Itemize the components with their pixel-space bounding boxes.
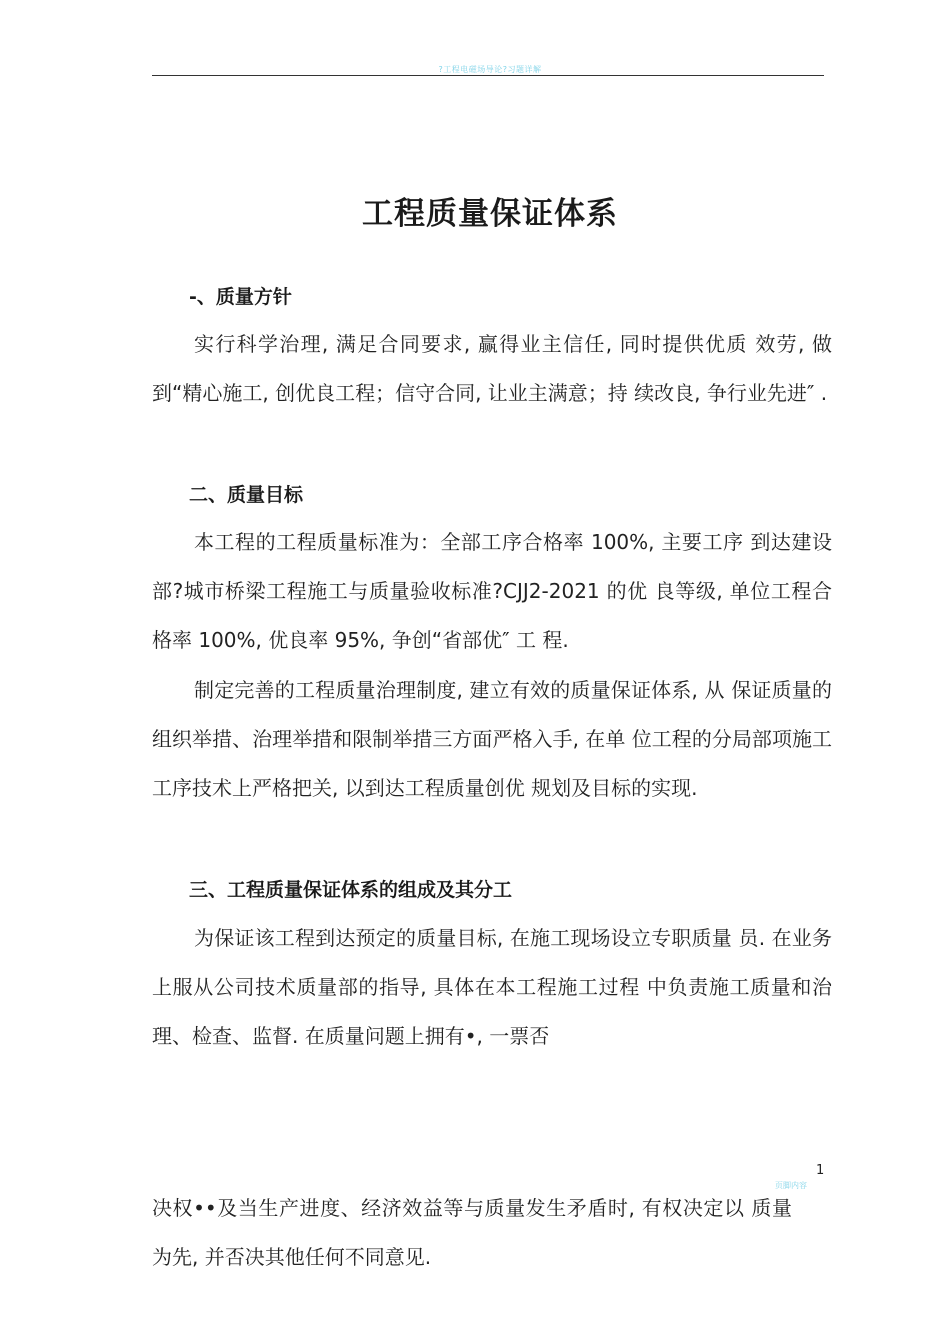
header-divider (152, 75, 824, 76)
document-title: 工程质量保证体系 (362, 196, 618, 232)
paragraph-quality-system: 为保证该工程到达预定的质量目标, 在施工现场设立专职质量 员. 在业务上服从公司技术质量部的指导, 具体在本工程施工过程 中负责施工质量和治理、检查、监督. 在质量问题上拥有•, 一票否 (152, 926, 832, 1048)
page-header-text: ?工程电磁场导论?习题详解 (438, 65, 542, 74)
footer-note: 页脚内容 (775, 1181, 807, 1190)
paragraph-quality-management: 制定完善的工程质量治理制度, 建立有效的质量保证体系, 从 保证质量的组织举措、治理举措和限制举措三方面严格入手, 在单 位工程的分局部项施工工序技术上严格把关, 以到达工程质量创优 规划及目标的实现. (152, 678, 832, 800)
page-number: 1 (816, 1163, 825, 1178)
paragraph-continuation: 决权••及当生产进度、经济效益等与质量发生矛盾时, 有权决定以 质量为先, 并否决其他任何不同意见. (152, 1196, 792, 1269)
section-heading-quality-policy: -、质量方针 (189, 286, 292, 308)
paragraph-quality-policy: 实行科学治理, 满足合同要求, 赢得业主信任, 同时提供优质 效劳, 做到“精心施工, 创优良工程；信守合同, 让业主满意；持 续改良, 争行业先进″ . (152, 332, 832, 405)
paragraph-quality-standard: 本工程的工程质量标准为：全部工序合格率 100%, 主要工序 到达建设部?城市桥梁工程施工与质量验收标准?CJJ2-2021 的优 良等级, 单位工程合格率 100%, 优良率 95%, 争创“省部优″ 工 程. (152, 530, 832, 652)
section-heading-quality-goal: 二、质量目标 (189, 484, 304, 506)
section-heading-quality-system: 三、工程质量保证体系的组成及其分工 (189, 879, 513, 901)
